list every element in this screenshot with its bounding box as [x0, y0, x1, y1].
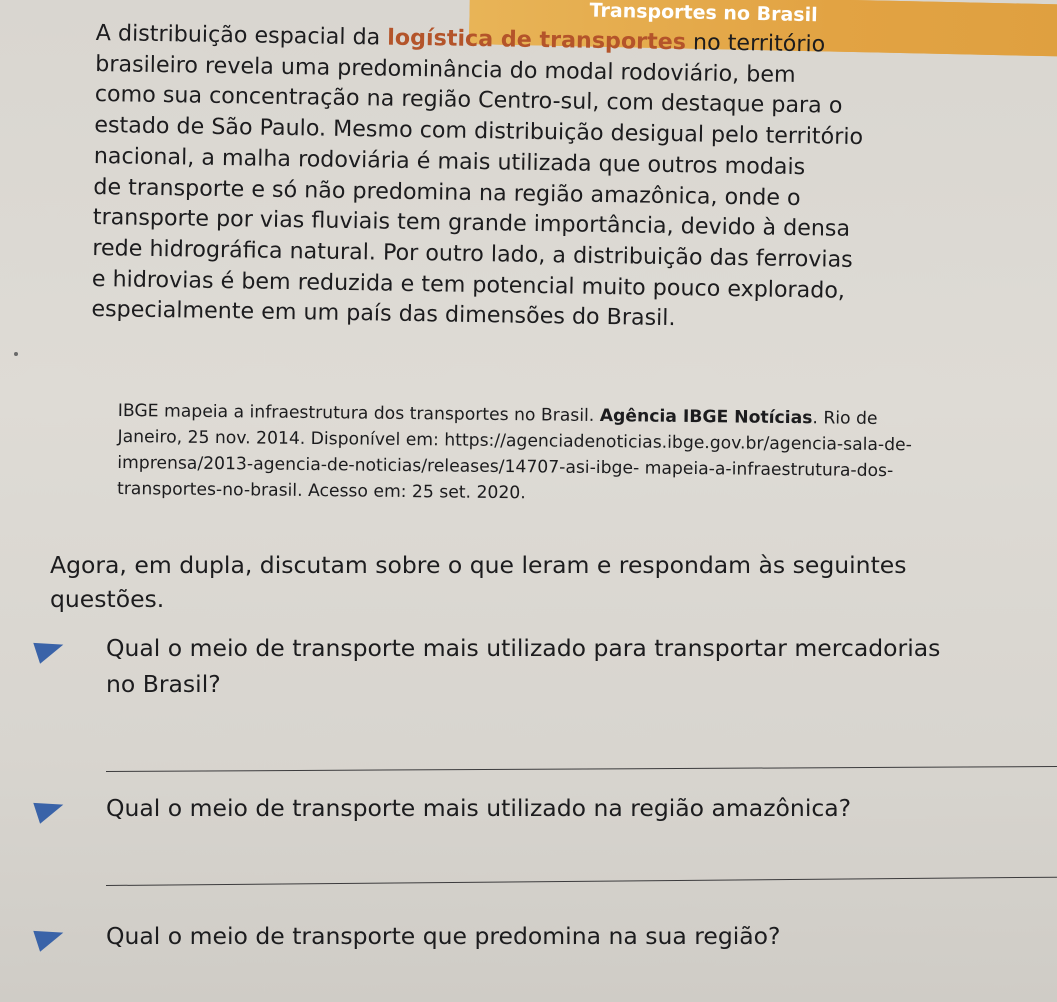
triangle-bullet-icon: [33, 634, 66, 664]
answer-line-2[interactable]: [106, 877, 1057, 886]
section-title: Transportes no Brasil: [589, 0, 818, 27]
paragraph-line: brasileiro revela uma predominância do modal rodoviário, bem: [95, 50, 796, 88]
publication-name: Agência IBGE Notícias: [599, 406, 813, 429]
instruction-line: questões.: [50, 585, 165, 613]
paragraph-line: rede hidrográfica natural. Por outro lado, a distribuição das ferrovias: [92, 234, 853, 273]
triangle-bullet-icon: [33, 794, 66, 824]
paragraph-line: nacional, a malha rodoviária é mais utilizada que outros modais: [93, 142, 806, 180]
citation-line: IBGE mapeia a infraestrutura dos transportes no Brasil. Agência IBGE Notícias. Rio de: [117, 400, 878, 429]
question-text: Qual o meio de transporte mais utilizado na região amazônica?: [106, 794, 852, 822]
answer-line-1[interactable]: [106, 766, 1057, 772]
triangle-bullet-icon: [33, 922, 66, 952]
source-citation: [117, 398, 1048, 512]
paragraph-line: transporte por vias fluviais tem grande importância, devido à densa: [92, 204, 851, 243]
question-text: no Brasil?: [106, 670, 221, 698]
citation-line: transportes-no-brasil. Acesso em: 25 set. 2020.: [116, 478, 526, 504]
main-paragraph: [91, 18, 1056, 340]
paragraph-line: especialmente em um país das dimensões do Brasil.: [91, 296, 676, 332]
instruction-line: Agora, em dupla, discutam sobre o que leram e respondam às seguintes: [50, 551, 907, 579]
paragraph-line: A distribuição espacial da logística de transportes no território: [95, 19, 826, 58]
question-text: Qual o meio de transporte que predomina na sua região?: [106, 922, 781, 950]
highlighted-term: logística de transportes: [387, 24, 687, 56]
paragraph-line: e hidrovias é bem reduzida e tem potencial muito pouco explorado,: [91, 265, 846, 304]
paragraph-line: de transporte e só não predomina na região amazônica, onde o: [93, 173, 801, 211]
paragraph-line: estado de São Paulo. Mesmo com distribuição desigual pelo território: [94, 112, 864, 151]
citation-line: Janeiro, 25 nov. 2014. Disponível em: https://agenciadenoticias.ibge.gov.br/agencia-sala-de-: [117, 426, 912, 456]
activity-instruction: [50, 548, 1050, 616]
page-mark: [14, 352, 18, 356]
question-text: Qual o meio de transporte mais utilizado para transportar mercadorias: [106, 634, 941, 662]
citation-line: imprensa/2013-agencia-de-noticias/releases/14707-asi-ibge- mapeia-a-infraestrutura-dos-: [117, 452, 894, 482]
paragraph-line: como sua concentração na região Centro-sul, com destaque para o: [94, 81, 843, 120]
